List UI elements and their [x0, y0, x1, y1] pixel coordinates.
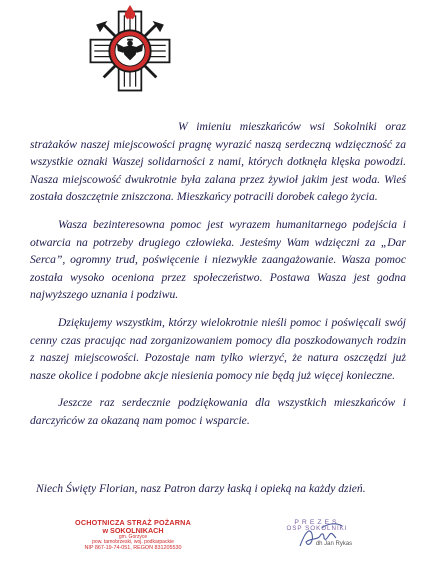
- stamp-district: pow. tarnobrzeski, woj. podkarpackie: [92, 539, 174, 546]
- letter-closing: Niech Święty Florian, nasz Patron darzy łaską i opieką na każdy dzień.: [36, 482, 366, 495]
- stamp-org-location: w SOKOLNIKACH: [102, 525, 164, 535]
- handwritten-signature: [296, 520, 346, 554]
- stamp-president-title: PREZES: [294, 519, 340, 526]
- stamp-president-name: dh Jan Rykas: [315, 540, 353, 547]
- fire-brigade-emblem: [83, 4, 177, 98]
- organization-stamp: [66, 519, 200, 551]
- letter-paragraph-4: Jeszcze raz serdecznie podziękowania dla wszystkich mieszkańców i darczyńców za okazaną nam pomoc i wsparcie.: [30, 396, 406, 427]
- stamp-municipality: gm. Gorzyce: [118, 534, 148, 541]
- stamp-registry-numbers: NIP 867-19-74-051, REGON 831205530: [84, 544, 182, 551]
- letter-paragraph-1: W imieniu mieszkańców wsi Sokolniki oraz strażaków naszej miejscowości pragnę wyrazić naszą serdeczną wdzięczność za wszystkie oznaki Waszej solidarności z nami, których dotknęła klęska powodzi. Nasza miejscowość dwukrotnie była zalana przez żywioł jakim jest woda. Wieś została doszczętnie zniszczona. Mieszkańcy potracili dorobek całego życia.: [30, 120, 406, 204]
- stamp-president-unit: OSP SOKOLNIKI: [286, 525, 348, 533]
- stamp-org-name: OCHOTNICZA STRAŻ POŻARNA: [75, 518, 191, 527]
- letter-body: [30, 118, 406, 430]
- letter-paragraph-3: Dziękujemy wszystkim, którzy wielokrotnie nieśli pomoc i poświęcali swój cenny czas pracując nad zorganizowaniem pomocy dla poszkodowanych rodzin z naszej miejscowości. Pozostaje nam tylko wierzyć, że natura oszczędzi już nasze okolice i podobne akcje niesienia pomocy nie będą już więcej konieczne.: [30, 315, 406, 382]
- flame-icon: [125, 6, 134, 19]
- letter-paragraph-2: Wasza bezinteresowna pomoc jest wyrazem humanitarnego podejścia i otwarcia na potrzeby drugiego człowieka. Jesteśmy Wam wdzięczni za „Dar Serca”, ogromny trud, poświęcenie i niezwykłe zaangażowanie. Wasza pomoc została wysoko oceniona przez społeczeństwo. Postawa Wasza jest godna najwyższego uznania i podziwu.: [30, 217, 406, 302]
